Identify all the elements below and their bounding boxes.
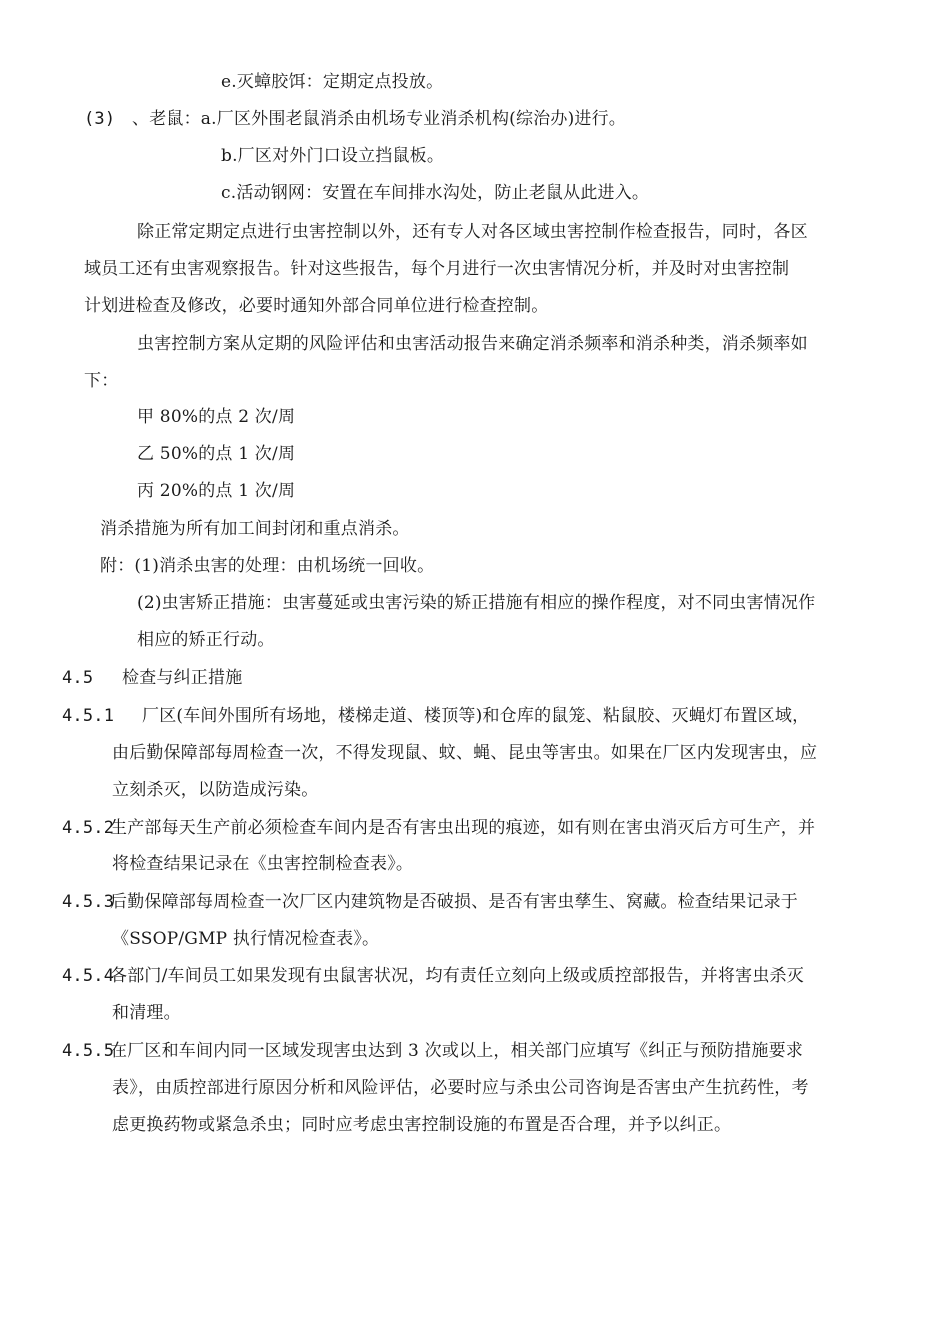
paragraph-line: 域员工还有虫害观察报告。针对这些报告，每个月进行一次虫害情况分析，并及时对虫害控制	[84, 259, 790, 279]
measure-line: 消杀措施为所有加工间封闭和重点消杀。	[100, 519, 410, 539]
section-text-line: 表》，由质控部进行原因分析和风险评估，必要时应与杀虫公司咨询是否害虫产生抗药性，考	[112, 1078, 809, 1098]
section-text-line: 虑更换药物或紧急杀虫；同时应考虑虫害控制设施的布置是否合理，并予以纠正。	[112, 1115, 732, 1135]
paragraph-line: 计划进检查及修改，必要时通知外部合同单位进行检查控制。	[84, 296, 549, 316]
section-number: 4.5	[62, 668, 94, 688]
section-text-line: 后勤保障部每周检查一次厂区内建筑物是否破损、是否有害虫孳生、窝藏。检查结果记录于	[110, 892, 798, 912]
section-number: 4.5.1	[62, 706, 115, 726]
paragraph-line: 除正常定期定点进行虫害控制以外，还有专人对各区域虫害控制作检查报告，同时，各区	[137, 222, 808, 242]
paragraph-line: 虫害控制方案从定期的风险评估和虫害活动报告来确定消杀频率和消杀种类，消杀频率如	[137, 334, 808, 354]
item-3-rat-b: b.厂区对外门口设立挡鼠板。	[221, 146, 445, 166]
appendix-line: 相应的矫正行动。	[137, 630, 275, 650]
section-text-line: 生产部每天生产前必须检查车间内是否有害虫出现的痕迹，如有则在害虫消灭后方可生产，并	[110, 818, 816, 838]
item-3-number: (3)	[84, 109, 116, 129]
paragraph-line: 下：	[84, 371, 119, 391]
section-text-line: 和清理。	[112, 1003, 181, 1023]
section-text-line: 立刻杀灭，以防造成污染。	[112, 780, 319, 800]
frequency-item: 丙 20%的点 1 次/周	[137, 481, 296, 501]
item-e-cockroach-bait: e.灭蟑胶饵：定期定点投放。	[221, 72, 444, 92]
section-text-line: 各部门/车间员工如果发现有虫鼠害状况，均有责任立刻向上级或质控部报告，并将害虫杀灭	[110, 966, 804, 986]
section-text-line: 在厂区和车间内同一区域发现害虫达到 3 次或以上，相关部门应填写《纠正与预防措施要求	[110, 1041, 804, 1061]
section-number: 4.5.2	[62, 818, 115, 838]
appendix-line: (2)虫害矫正措施：虫害蔓延或虫害污染的矫正措施有相应的操作程度，对不同虫害情况作	[137, 593, 816, 613]
section-title: 检查与纠正措施	[122, 668, 243, 688]
section-number: 4.5.3	[62, 892, 115, 912]
section-text-line: 《SSOP/GMP 执行情况检查表》。	[112, 929, 380, 949]
frequency-item: 乙 50%的点 1 次/周	[137, 444, 296, 464]
item-3-rat-a: 、老鼠：a.厂区外围老鼠消杀由机场专业消杀机构(综治办)进行。	[132, 109, 627, 129]
item-3-rat-c: c.活动钢网：安置在车间排水沟处，防止老鼠从此进入。	[221, 183, 650, 203]
frequency-item: 甲 80%的点 2 次/周	[137, 407, 296, 427]
section-number: 4.5.5	[62, 1041, 115, 1061]
section-text-line: 厂区(车间外围所有场地，楼梯走道、楼顶等)和仓库的鼠笼、粘鼠胶、灭蝇灯布置区域，	[142, 706, 810, 726]
appendix-line: 附：(1)消杀虫害的处理：由机场统一回收。	[100, 556, 435, 576]
section-text-line: 由后勤保障部每周检查一次，不得发现鼠、蚊、蝇、昆虫等害虫。如果在厂区内发现害虫，应	[112, 743, 818, 763]
section-number: 4.5.4	[62, 966, 115, 986]
section-text-line: 将检查结果记录在《虫害控制检查表》。	[112, 854, 414, 874]
